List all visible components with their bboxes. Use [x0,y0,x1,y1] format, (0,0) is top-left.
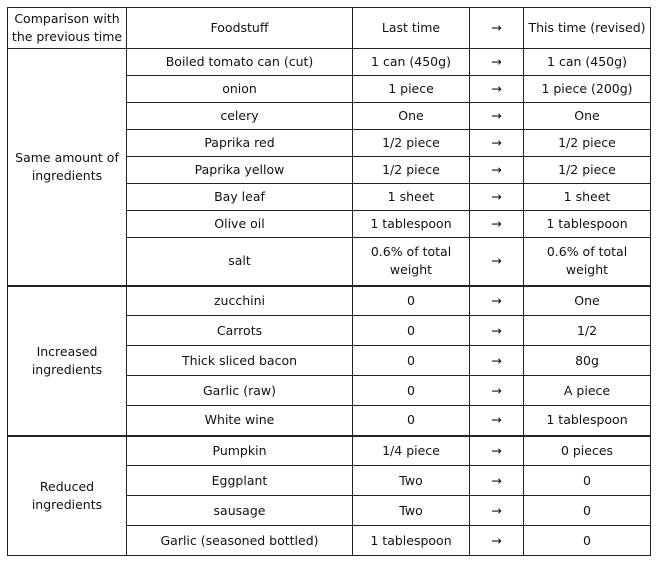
arrow-cell: → [470,157,524,184]
table-row [8,286,651,316]
arrow-cell: → [470,103,524,130]
last-cell: 1 can (450g) [353,49,470,76]
this-cell: One [524,103,651,130]
last-cell: 1 sheet [353,184,470,211]
arrow-cell: → [470,376,524,406]
last-cell: 1 piece [353,76,470,103]
food-cell: Paprika red [127,130,353,157]
header-foodstuff: Foodstuff [127,8,353,49]
last-cell: One [353,103,470,130]
this-cell: 1 tablespoon [524,211,651,238]
food-cell: Garlic (seasoned bottled) [127,526,353,556]
food-cell: Thick sliced bacon [127,346,353,376]
last-cell: Two [353,496,470,526]
food-cell: Boiled tomato can (cut) [127,49,353,76]
food-cell: Olive oil [127,211,353,238]
food-cell: Garlic (raw) [127,376,353,406]
this-cell: 0.6% of total weight [524,238,651,286]
last-cell: 1/4 piece [353,436,470,466]
arrow-cell: → [470,76,524,103]
last-cell: 1 tablespoon [353,211,470,238]
arrow-cell: → [470,184,524,211]
last-cell: 0 [353,316,470,346]
this-cell: 0 pieces [524,436,651,466]
last-cell: 0 [353,346,470,376]
this-cell: A piece [524,376,651,406]
arrow-cell: → [470,49,524,76]
header-this-time: This time (revised) [524,8,651,49]
this-cell: 0 [524,466,651,496]
table-row [8,49,651,76]
this-cell: 1 tablespoon [524,406,651,436]
arrow-cell: → [470,436,524,466]
this-cell: 0 [524,526,651,556]
this-cell: 1/2 piece [524,157,651,184]
last-cell: 1/2 piece [353,157,470,184]
this-cell: 1/2 [524,316,651,346]
group-label-same: Same amount of ingredients [8,49,127,286]
last-cell: 1 tablespoon [353,526,470,556]
arrow-cell: → [470,406,524,436]
group-label-reduced: Reduced ingredients [8,436,127,556]
last-cell: 0 [353,376,470,406]
this-cell: 1 piece (200g) [524,76,651,103]
last-cell: 0 [353,286,470,316]
header-row [8,8,651,49]
food-cell: Bay leaf [127,184,353,211]
food-cell: Paprika yellow [127,157,353,184]
arrow-cell: → [470,130,524,157]
arrow-cell: → [470,211,524,238]
food-cell: Pumpkin [127,436,353,466]
food-cell: zucchini [127,286,353,316]
arrow-cell: → [470,466,524,496]
food-cell: Eggplant [127,466,353,496]
food-cell: onion [127,76,353,103]
food-cell: White wine [127,406,353,436]
comparison-table [7,7,651,556]
table-row [8,436,651,466]
arrow-cell: → [470,346,524,376]
header-comparison: Comparison with the previous time [8,8,127,49]
last-cell: Two [353,466,470,496]
food-cell: salt [127,238,353,286]
this-cell: 0 [524,496,651,526]
this-cell: One [524,286,651,316]
header-last-time: Last time [353,8,470,49]
group-label-increased: Increased ingredients [8,286,127,436]
food-cell: Carrots [127,316,353,346]
last-cell: 0 [353,406,470,436]
food-cell: sausage [127,496,353,526]
header-arrow: → [470,8,524,49]
arrow-cell: → [470,526,524,556]
this-cell: 1 sheet [524,184,651,211]
arrow-cell: → [470,286,524,316]
last-cell: 1/2 piece [353,130,470,157]
arrow-cell: → [470,316,524,346]
last-cell: 0.6% of total weight [353,238,470,286]
this-cell: 1/2 piece [524,130,651,157]
this-cell: 1 can (450g) [524,49,651,76]
arrow-cell: → [470,238,524,286]
food-cell: celery [127,103,353,130]
this-cell: 80g [524,346,651,376]
arrow-cell: → [470,496,524,526]
